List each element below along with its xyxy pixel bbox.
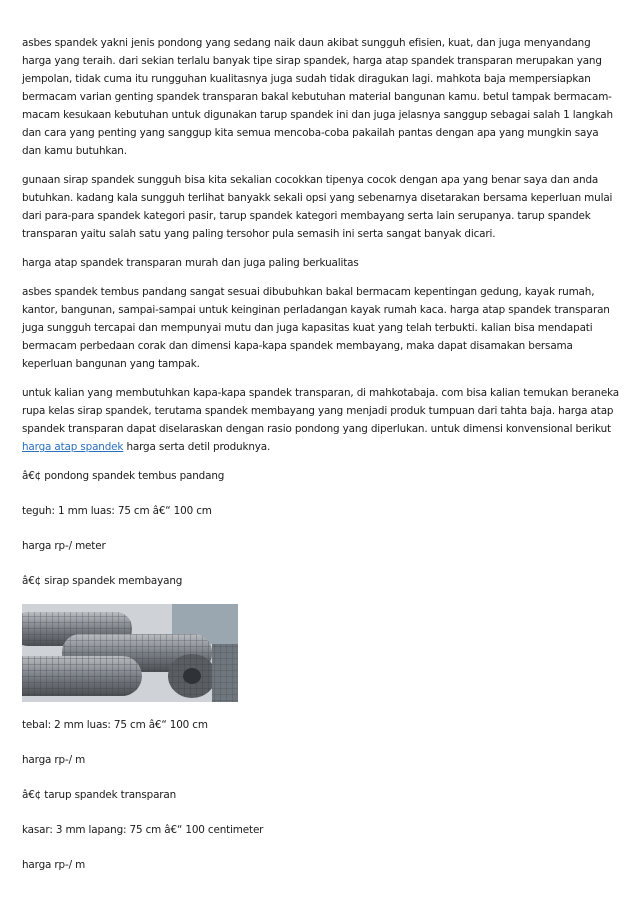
- spec-line: kasar: 3 mm lapang: 75 cm â€“ 100 centimeter: [22, 824, 264, 836]
- price-link[interactable]: harga atap spandek: [22, 441, 124, 453]
- list-item: â€¢ tarup spandek transparan: [22, 789, 177, 801]
- product-photo: [22, 604, 238, 702]
- paragraph-text: harga serta detil produknya.: [123, 441, 271, 453]
- list-item: â€¢ pondong spandek tembus pandang: [22, 470, 225, 482]
- paragraph-price-intro: [22, 384, 620, 456]
- spec-line: tebal: 2 mm luas: 75 cm â€“ 100 cm: [22, 719, 208, 731]
- spec-line: teguh: 1 mm luas: 75 cm â€“ 100 cm: [22, 505, 212, 517]
- paragraph-intro: asbes spandek yakni jenis pondong yang sedang naik daun akibat sungguh efisien, kuat, dan juga menyandang harga yang teraih. dari sekian terlalu banyak tipe sirap spandek, harga atap spandek transparan merupakan yang jempolan, tidak cuma itu rungguhan kualitasnya juga sudah tidak diragukan lagi. mahkota baja mempersiapkan bermacam varian genting spandek transparan bakal kebutuhan material bangunan kamu. betul tampak bermacam-macam kesukaan kebutuhan untuk digunakan tarup spandek ini dan juga jelasnya sanggup sebagai salah 1 langkah dan cara yang penting yang sanggup kita semua mencoba-coba pakailah pantas dengan apa yang mungkin saya dan kamu butuhkan.: [22, 37, 613, 157]
- section-heading: harga atap spandek transparan murah dan juga paling berkualitas: [22, 257, 359, 269]
- paragraph-transparent: asbes spandek tembus pandang sangat sesuai dibubuhkan bakal bermacam kepentingan gedung, kayak rumah, kantor, bangunan, sampai-sampai untuk keinginan perladangan kayak rumah kaca. harga atap spandek transparan juga sungguh tercapai dan mempunyai mutu dan juga kapasitas kuat yang telah terbukti. kalian bisa mendapati bermacam perbedaan corak dan dimensi kapa-kapa spandek membayang, maka dapat disamakan bersama keperluan bangunan yang tampak.: [22, 286, 610, 370]
- list-item: â€¢ sirap spandek membayang: [22, 575, 183, 587]
- document-body: [22, 34, 620, 874]
- price-line: harga rp-/ m: [22, 754, 86, 766]
- wire-mesh-rolls-image: [22, 604, 238, 702]
- paragraph-text: untuk kalian yang membutuhkan kapa-kapa spandek transparan, di mahkotabaja. com bisa kalian temukan beraneka rupa kelas sirap spandek, terutama spandek membayang yang menjadi produk tumpuan dari tahta baja. harga atap spandek transparan dapat diselaraskan dengan rasio pondong yang diperlukan. untuk dimensi konvensional berikut: [22, 387, 619, 435]
- price-line: harga rp-/ meter: [22, 540, 106, 552]
- paragraph-usage: gunaan sirap spandek sungguh bisa kita sekalian cocokkan tipenya cocok dengan apa yang benar saya dan anda butuhkan. kadang kala sungguh terlihat banyakk sekali opsi yang sebenarnya disetarakan bersama keperluan mulai dari para-para spandek kategori pasir, tarup spandek kategori membayang serta lain serupanya. tarup spandek transparan yaitu salah satu yang paling tersohor pula semasih ini serta sangat banyak dicari.: [22, 174, 613, 240]
- price-line: harga rp-/ m: [22, 859, 86, 871]
